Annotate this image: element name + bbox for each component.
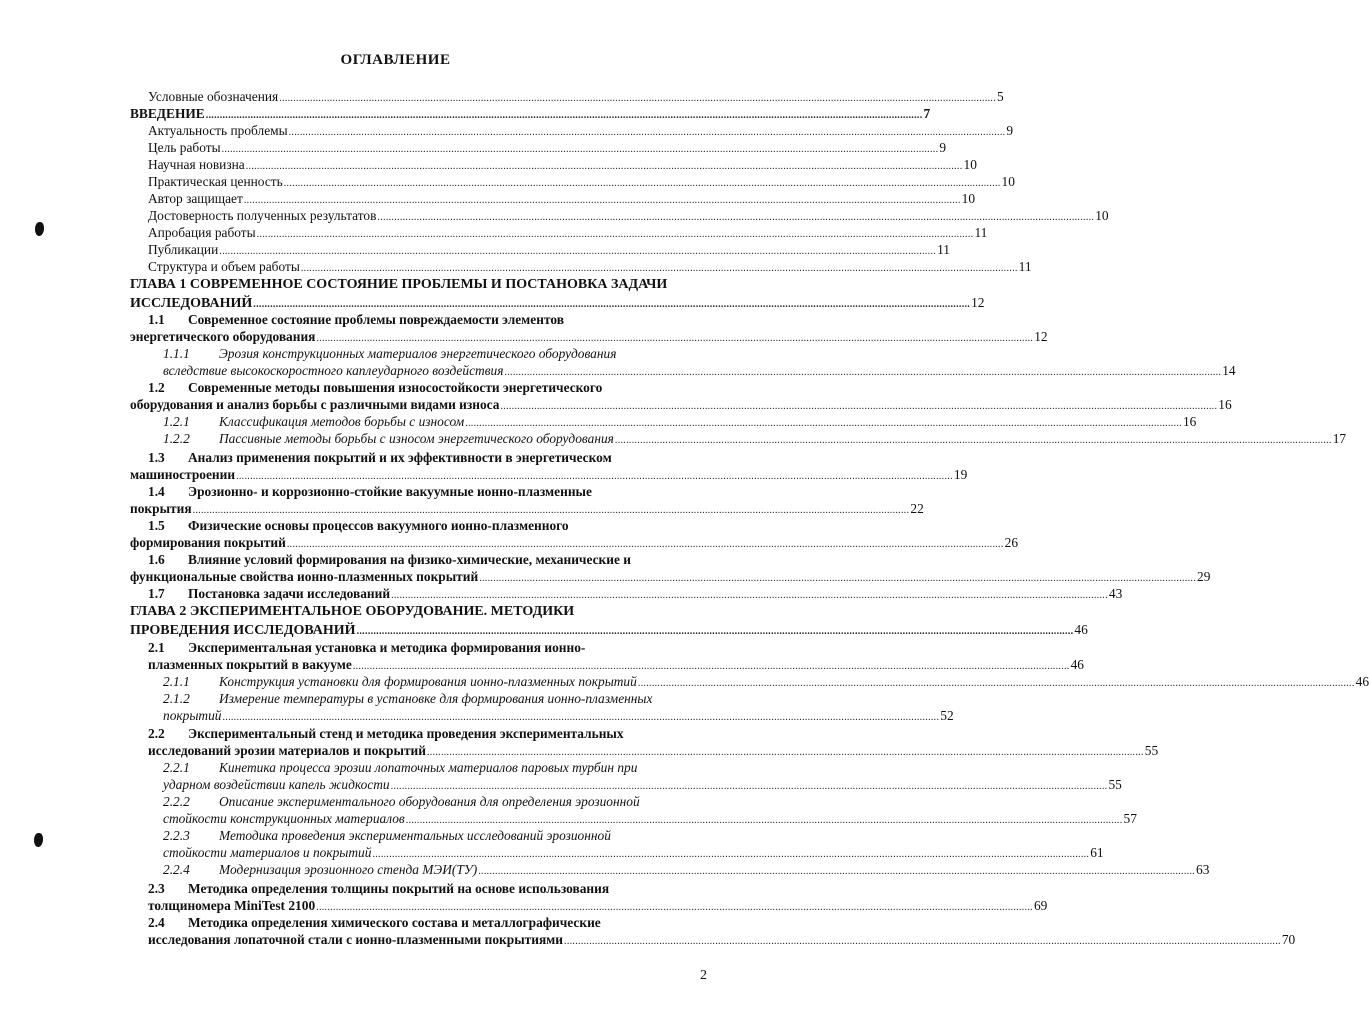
- toc-leader: [478, 863, 1195, 880]
- toc-page: 46: [1355, 674, 1369, 689]
- toc-leader: [504, 364, 1221, 381]
- toc-leader: [564, 933, 1281, 950]
- section-number: 2.2.3: [163, 828, 190, 843]
- section-number: 2.4: [148, 915, 165, 930]
- toc-entry-text: Описание экспериментального оборудования для определения эрозионной: [219, 794, 640, 809]
- toc-page: 5: [997, 89, 1004, 104]
- toc-entry-text: [148, 585, 390, 602]
- toc-entry-text: Практическая ценность: [148, 174, 283, 189]
- toc-entry-text: плазменных покрытий в вакууме: [148, 657, 352, 672]
- toc-page: 19: [953, 467, 968, 482]
- toc-entry-text: ИССЛЕДОВАНИЙ: [130, 296, 253, 311]
- toc-entry-structure[interactable]: [148, 258, 1032, 277]
- toc-entry-text: функциональные свойства ионно-плазменных покрытий: [130, 569, 479, 584]
- section-number: 2.1: [148, 640, 165, 655]
- toc-entry-1-1-1-line1[interactable]: [163, 345, 616, 362]
- toc-entry-text: стойкости конструкционных материалов: [163, 811, 405, 826]
- toc-entry-2-2-1-line1[interactable]: [163, 759, 637, 776]
- toc-entry-text: Влияние условий формирования на физико-химические, механические и: [188, 552, 631, 567]
- toc-entry-2-2-4[interactable]: [163, 861, 1210, 880]
- scan-blot: [34, 833, 43, 847]
- page-number: 2: [700, 968, 707, 983]
- toc-entry-2-1-2[interactable]: [163, 707, 954, 726]
- scan-blot: [35, 222, 44, 236]
- toc-entry-text: ударном воздействии капель жидкости: [163, 777, 390, 792]
- toc-entry-text: Методика проведения экспериментальных исследований эрозионной: [219, 828, 611, 843]
- toc-page: 17: [1332, 431, 1347, 446]
- section-number: 2.1.1: [163, 674, 190, 689]
- toc-entry-text: Публикации: [148, 242, 219, 257]
- toc-entry-title: Постановка задачи исследований: [188, 586, 391, 601]
- toc-entry-2-2-line1[interactable]: [148, 725, 624, 742]
- toc-page: 46: [1070, 657, 1084, 672]
- toc-entry-text: Условные обозначения: [148, 89, 279, 104]
- toc-entry-title: Конструкция установки для формирования ионно-плазменных покрытий: [219, 674, 637, 689]
- chapter-1-heading[interactable]: ГЛАВА 1 СОВРЕМЕННОЕ СОСТОЯНИЕ ПРОБЛЕМЫ И ПОСТАНОВКА ЗАДАЧИ: [130, 277, 668, 292]
- toc-leader: [391, 587, 1108, 604]
- toc-entry-1-3-line1[interactable]: [148, 449, 612, 466]
- page-title: ОГЛАВЛЕНИЕ: [340, 52, 451, 68]
- toc-entry-text: [163, 413, 464, 430]
- toc-entry-text: ВВЕДЕНИЕ: [130, 106, 205, 121]
- toc-page: 61: [1090, 845, 1104, 860]
- toc-entry-text: Методика определения толщины покрытий на основе использования: [188, 881, 610, 896]
- toc-page: 12: [1034, 329, 1048, 344]
- toc-entry-text: Экспериментальная установка и методика формирования ионно-: [188, 640, 586, 655]
- toc-page: 16: [1218, 397, 1232, 412]
- toc-entry-text: Апробация работы: [148, 225, 256, 240]
- section-number: 1.6: [148, 552, 165, 567]
- toc-entry-2-1-2-line1[interactable]: [163, 690, 652, 707]
- toc-entry-text: Научная новизна: [148, 157, 245, 172]
- section-number: 1.1.1: [163, 346, 190, 361]
- toc-page: 55: [1144, 743, 1159, 758]
- toc-entry-title: Классификация методов борьбы с износом: [219, 414, 465, 429]
- section-number: 1.2.1: [163, 414, 190, 429]
- toc-page: 46: [1074, 622, 1088, 637]
- toc-page: 9: [1006, 123, 1014, 138]
- toc-entry-text: ПРОВЕДЕНИЯ ИССЛЕДОВАНИЙ: [130, 623, 356, 638]
- toc-page: 10: [963, 157, 977, 172]
- toc-leader: [301, 260, 1018, 277]
- toc-entry-2-1-line1[interactable]: [148, 639, 585, 656]
- toc-entry-text: покрытий: [163, 708, 222, 723]
- toc-entry-2-4-line1[interactable]: [148, 914, 601, 931]
- toc-entry-text: [163, 430, 614, 447]
- toc-page: 11: [1018, 259, 1032, 274]
- toc-page: 43: [1108, 586, 1123, 601]
- toc-entry-title: Пассивные методы борьбы с износом энергетического оборудования: [219, 431, 614, 446]
- toc-entry-text: [163, 861, 477, 878]
- toc-entry-text: вследствие высокоскоростного каплеударного воздействия: [163, 363, 504, 378]
- toc-entry-1-2-line1[interactable]: [148, 379, 602, 396]
- toc-page: 11: [937, 242, 950, 257]
- toc-entry-1-2-2[interactable]: [163, 430, 1347, 449]
- toc-entry-text: толщиномера MiniTest 2100: [148, 898, 316, 913]
- section-number: 1.7: [148, 586, 165, 601]
- toc-entry-2-2-2-line1[interactable]: [163, 793, 640, 810]
- toc-entry-title: Модернизация эрозионного стенда МЭИ(ТУ): [219, 862, 478, 877]
- toc-entry-text: энергетического оборудования: [130, 329, 316, 344]
- section-number: 1.2: [148, 380, 165, 395]
- toc-page: 16: [1182, 414, 1197, 429]
- toc-leader: [638, 675, 1355, 692]
- toc-entry-text: формирования покрытий: [130, 535, 286, 550]
- toc-entry-text: [163, 673, 637, 690]
- toc-page: 11: [974, 225, 988, 240]
- section-number: 2.2.4: [163, 862, 190, 877]
- toc-page: 12: [971, 295, 985, 310]
- toc-entry-text: Физические основы процессов вакуумного ионно-плазменного: [188, 518, 569, 533]
- toc-page: 22: [910, 501, 924, 516]
- toc-entry-2-4[interactable]: [148, 931, 1296, 950]
- toc-entry-1-1-line1[interactable]: [148, 311, 564, 328]
- toc-leader: [357, 623, 1074, 640]
- toc-page: 9: [939, 140, 947, 155]
- toc-page: 29: [1197, 569, 1211, 584]
- toc-page: 55: [1108, 777, 1122, 792]
- section-number: 1.4: [148, 484, 165, 499]
- section-number: 2.2.2: [163, 794, 190, 809]
- toc-entry-text: Эрозия конструкционных материалов энергетического оборудования: [219, 346, 617, 361]
- toc-entry-text: Методика определения химического состава и металлографические: [188, 915, 601, 930]
- toc-page: 69: [1033, 898, 1048, 913]
- toc-leader: [615, 432, 1332, 449]
- toc-leader: [222, 709, 939, 726]
- toc-entry-1-6-line1[interactable]: [148, 551, 631, 568]
- toc-entry-text: Автор защищает: [148, 191, 243, 206]
- toc-entry-text: Анализ применения покрытий и их эффективности в энергетическом: [188, 450, 612, 465]
- toc-entry-chapter-2[interactable]: [130, 621, 1088, 640]
- toc-entry-text: Цель работы: [148, 140, 221, 155]
- toc-page: 70: [1281, 932, 1296, 947]
- toc-page: 26: [1004, 535, 1019, 550]
- toc-entry-text: Структура и объем работы: [148, 259, 300, 274]
- toc-page: 10: [961, 191, 976, 206]
- toc-page: 14: [1222, 363, 1236, 378]
- toc-entry-text: машиностроении: [130, 467, 236, 482]
- section-number: 1.5: [148, 518, 165, 533]
- toc-entry-text: Современные методы повышения износостойкости энергетического: [188, 380, 603, 395]
- toc-entry-text: оборудования и анализ борьбы с различными видами износа: [130, 397, 500, 412]
- toc-entry-text: исследования лопаточной стали с ионно-плазменными покрытиями: [148, 932, 564, 947]
- toc-entry-text: исследований эрозии материалов и покрытий: [148, 743, 426, 758]
- toc-page: 57: [1123, 811, 1137, 826]
- toc-entry-text: покрытия: [130, 501, 192, 516]
- toc-entry-1-7[interactable]: [148, 585, 1123, 604]
- toc-entry-text: Современное состояние проблемы повреждаемости элементов: [188, 312, 564, 327]
- toc-entry-2-3-line1[interactable]: [148, 880, 609, 897]
- toc-entry-2-2-3-line1[interactable]: [163, 827, 611, 844]
- toc-page: 10: [1095, 208, 1109, 223]
- toc-entry-text: Актуальность проблемы: [148, 123, 288, 138]
- toc-page: 63: [1196, 862, 1210, 877]
- toc-entry-1-5-line1[interactable]: [148, 517, 569, 534]
- section-number: 2.1.2: [163, 691, 190, 706]
- section-number: 2.3: [148, 881, 165, 896]
- toc-entry-text: Достоверность полученных результатов: [148, 208, 377, 223]
- section-number: 1.3: [148, 450, 165, 465]
- toc-entry-text: стойкости материалов и покрытий: [163, 845, 372, 860]
- section-number: 2.2.1: [163, 760, 190, 775]
- section-number: 1.2.2: [163, 431, 190, 446]
- toc-entry-text: Кинетика процесса эрозии лопаточных материалов паровых турбин при: [219, 760, 638, 775]
- section-number: 2.2: [148, 726, 165, 741]
- section-number: 1.1: [148, 312, 165, 327]
- toc-entry-text: Измерение температуры в установке для формирования ионно-плазменных: [219, 691, 653, 706]
- toc-entry-1-4-line1[interactable]: [148, 483, 592, 500]
- chapter-2-heading[interactable]: ГЛАВА 2 ЭКСПЕРИМЕНТАЛЬНОЕ ОБОРУДОВАНИЕ. МЕТОДИКИ: [130, 604, 575, 619]
- toc-page: 7: [923, 106, 931, 121]
- toc-page: 52: [940, 708, 954, 723]
- toc-page: 10: [1001, 174, 1015, 189]
- toc-entry-text: Экспериментальный стенд и методика проведения экспериментальных: [188, 726, 624, 741]
- toc-entry-text: Эрозионно- и коррозионно-стойкие вакуумные ионно-плазменные: [188, 484, 592, 499]
